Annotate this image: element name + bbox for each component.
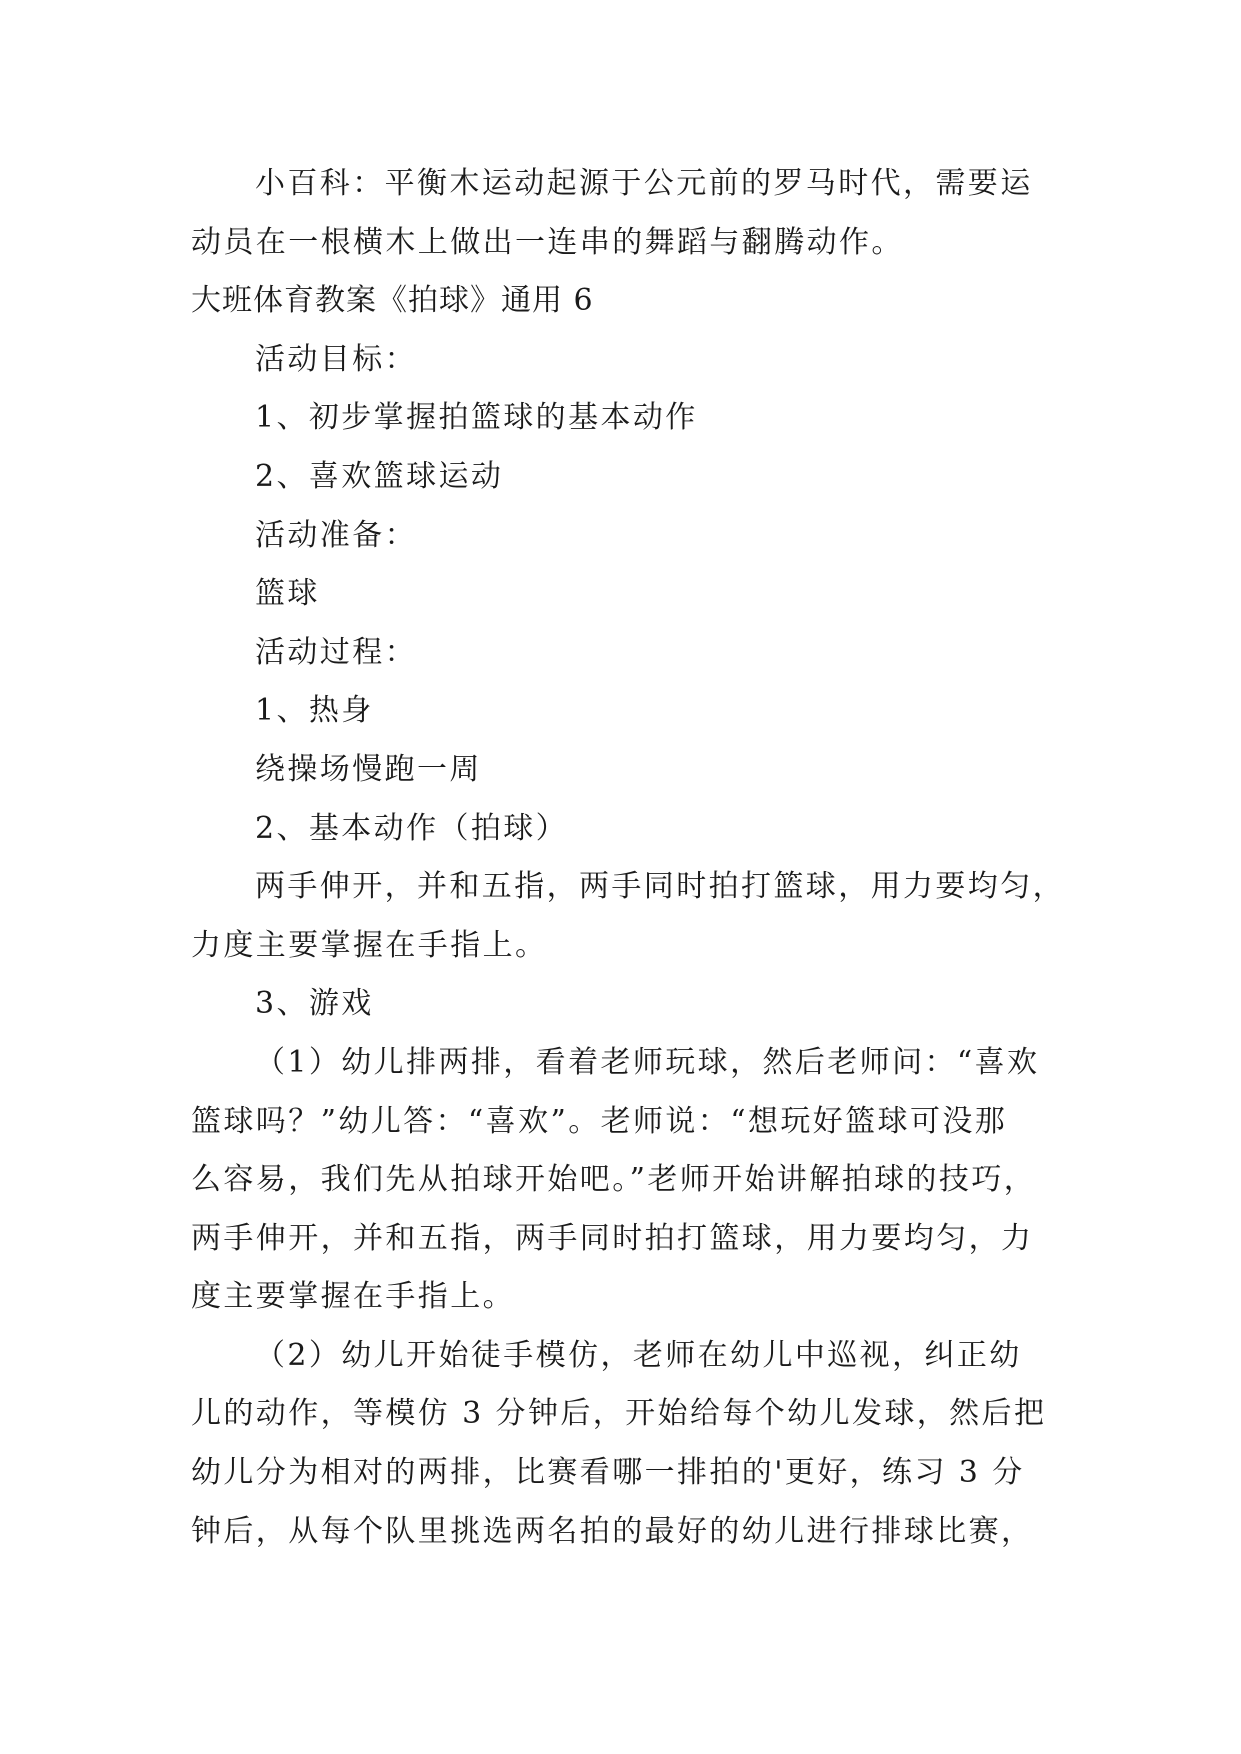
list-item: 3、游戏 <box>255 986 374 1022</box>
list-item: 1、初步掌握拍篮球的基本动作 <box>255 400 698 436</box>
heading-activity-preparation: 活动准备： <box>255 517 417 553</box>
list-item: 2、基本动作（拍球） <box>255 810 569 846</box>
paragraph-line: 儿的动作，等模仿 3 分钟后，开始给每个幼儿发球，然后把 <box>191 1396 1047 1432</box>
paragraph-line: 力度主要掌握在手指上。 <box>191 927 548 963</box>
heading-activity-goals: 活动目标： <box>255 341 417 377</box>
document-body <box>191 155 1065 1561</box>
paragraph-line: （1）幼儿排两排，看着老师玩球，然后老师问：“喜欢 <box>255 1044 1040 1080</box>
heading-activity-process: 活动过程： <box>255 634 417 670</box>
paragraph-line: 度主要掌握在手指上。 <box>191 1279 515 1315</box>
paragraph-line: 动员在一根横木上做出一连串的舞蹈与翻腾动作。 <box>191 224 904 260</box>
section-title: 大班体育教案《拍球》通用 6 <box>191 283 594 319</box>
paragraph-line: 两手伸开，并和五指，两手同时拍打篮球，用力要均匀，力 <box>191 1220 1034 1256</box>
paragraph-line: 绕操场慢跑一周 <box>255 751 482 787</box>
paragraph-line: 篮球吗？”幼儿答：“喜欢”。老师说：“想玩好篮球可没那 <box>191 1103 1008 1139</box>
paragraph-line: 钟后，从每个队里挑选两名拍的最好的幼儿进行排球比赛， <box>191 1513 1034 1549</box>
paragraph-line: 幼儿分为相对的两排，比赛看哪一排拍的'更好，练习 3 分 <box>191 1455 1025 1491</box>
paragraph-line: 篮球 <box>255 576 320 612</box>
list-item: 2、喜欢篮球运动 <box>255 458 504 494</box>
list-item: 1、热身 <box>255 693 374 729</box>
paragraph-line: 小百科：平衡木运动起源于公元前的罗马时代，需要运 <box>255 166 1033 201</box>
paragraph-line: 两手伸开，并和五指，两手同时拍打篮球，用力要均匀， <box>255 869 1065 905</box>
paragraph-line: 么容易，我们先从拍球开始吧。”老师开始讲解拍球的技巧， <box>191 1162 1037 1198</box>
paragraph-line: （2）幼儿开始徒手模仿，老师在幼儿中巡视，纠正幼 <box>255 1337 1022 1373</box>
